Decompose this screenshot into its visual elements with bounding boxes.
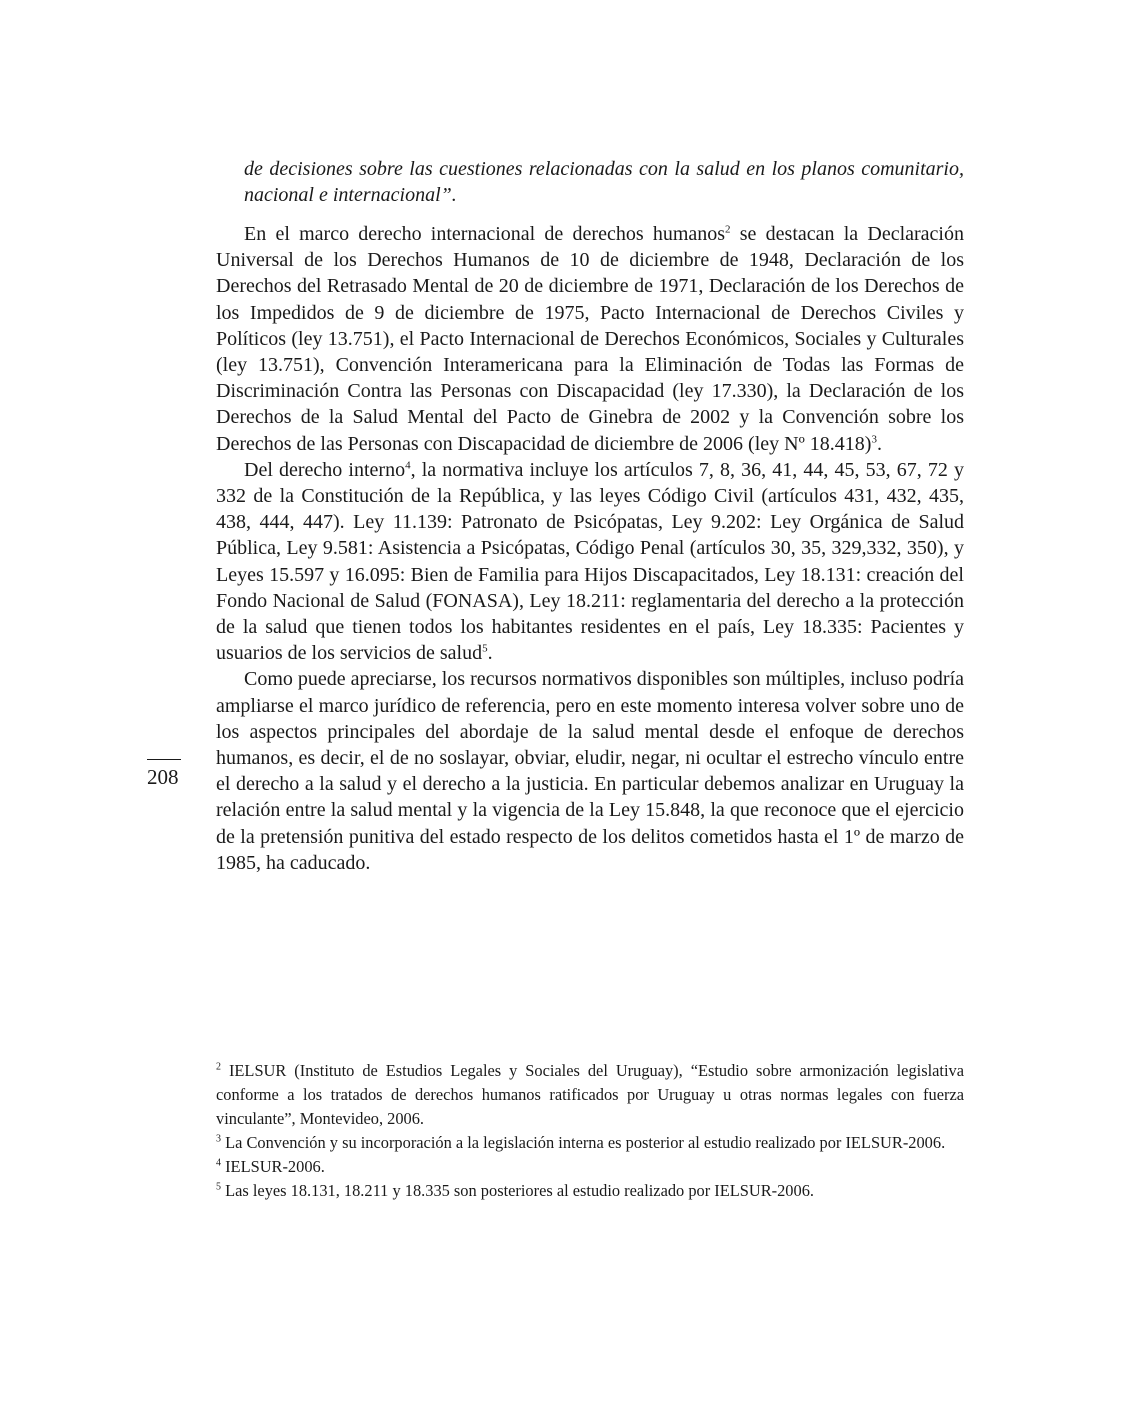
footnote-2 — [216, 1059, 964, 1131]
paragraph-text: Del derecho interno — [244, 458, 406, 481]
paragraph-text: se destacan la Declaración Universal de los Derechos Humanos de 10 de diciembre de 1948, Declaración de los Derechos del Retrasado Mental de 20 de diciembre de 1971, Declaración de los Derechos de los Impedidos de 9 de diciembre de 1975, Pacto Internacional de Derechos Civiles y Políticos (ley 13.751), el Pacto Internacional de Derechos Económicos, Sociales y Culturales (ley 13.751), Convención Interamericana para la Eliminación de Todas las Formas de Discriminación Contra las Personas con Discapacidad (ley 17.330), la Declaración de los Derechos de la Salud Mental del Pacto de Ginebra de 2002 y la Convención sobre los Derechos de las Personas con Discapacidad de diciembre de 2006 (ley Nº 18.418) — [216, 223, 964, 455]
footnote-text: IELSUR (Instituto de Estudios Legales y Sociales del Uruguay), “Estudio sobre armonización legislativa conforme a los tratados de derechos humanos ratificados por Uruguay u otras normas legales con fuerza vinculante”, Montevideo, 2006. — [216, 1061, 964, 1128]
footnote-ref-5[interactable]: 5 — [482, 642, 488, 655]
footnote-text: IELSUR-2006. — [221, 1157, 325, 1176]
footnote-mark: 5 — [216, 1181, 221, 1193]
footnote-mark: 2 — [216, 1061, 221, 1073]
main-text — [216, 156, 964, 876]
paragraph-text: En el marco derecho internacional de derechos humanos — [244, 223, 726, 245]
footnote-mark: 4 — [216, 1157, 221, 1169]
footnotes — [216, 1059, 964, 1203]
paragraph-health-and-justice — [216, 666, 964, 876]
footnote-text: La Convención y su incorporación a la legislación interna es posterior al estudio realizado por IELSUR-2006. — [221, 1133, 946, 1152]
footnote-ref-3[interactable]: 3 — [871, 432, 877, 445]
footnote-ref-4[interactable]: 4 — [405, 459, 411, 472]
paragraph-text: , la normativa incluye los artículos 7, 8, 36, 41, 44, 45, 53, 67, 72 y 332 de la Constitución de la República, y las leyes Código Civil (artículos 431, 432, 435, 438, 444, 447). Ley 11.139: Patronato de Psicópatas, Ley 9.202: Ley Orgánica de Salud Pública, Ley 9.581: Asistencia a Psicópatas, Código Penal (artículos 30, 35, 329,332, 350), y Leyes 15.597 y 16.095: Bien de Familia para Hijos Discapacitados, Ley 18.131: creación del Fondo Nacional de Salud (FONASA), Ley 18.211: reglamentaria del derecho a la protección de la salud que tienen todos los habitantes residentes en el país, Ley 18.335: Pacientes y usuarios de los servicios de salud — [216, 458, 965, 665]
paragraph-domestic-law — [216, 457, 964, 667]
footnote-ref-2[interactable]: 2 — [725, 223, 731, 236]
footnote-mark: 3 — [216, 1133, 221, 1145]
page-number-rule — [147, 759, 181, 760]
paragraph-end: . — [487, 642, 493, 665]
footnote-text: Las leyes 18.131, 18.211 y 18.335 son posteriores al estudio realizado por IELSUR-2006. — [221, 1181, 814, 1200]
paragraph-international-law — [216, 221, 964, 457]
quote-continuation: de decisiones sobre las cuestiones relacionadas con la salud en los planos comunitario, nacional e internacional”. — [244, 158, 964, 206]
page-number: 208 — [147, 765, 179, 789]
paragraph-end: . — [876, 432, 882, 455]
footnote-3 — [216, 1131, 964, 1155]
footnote-4 — [216, 1155, 964, 1179]
footnote-5 — [216, 1179, 964, 1203]
paragraph-text: Como puede apreciarse, los recursos normativos disponibles son múltiples, incluso podría ampliarse el marco jurídico de referencia, pero en este momento interesa volver sobre uno de los aspectos principales del abordaje de la salud mental desde el enfoque de derechos humanos, es decir, el de no soslayar, obviar, eludir, negar, ni ocultar el estrecho vínculo entre el derecho a la salud y el derecho a la justicia. En particular debemos analizar en Uruguay la relación entre la salud mental y la vigencia de la Ley 15.848, la que reconoce que el ejercicio de la pretensión punitiva del estado respecto de los delitos cometidos hasta el 1º de marzo de 1985, ha caducado. — [216, 668, 964, 874]
